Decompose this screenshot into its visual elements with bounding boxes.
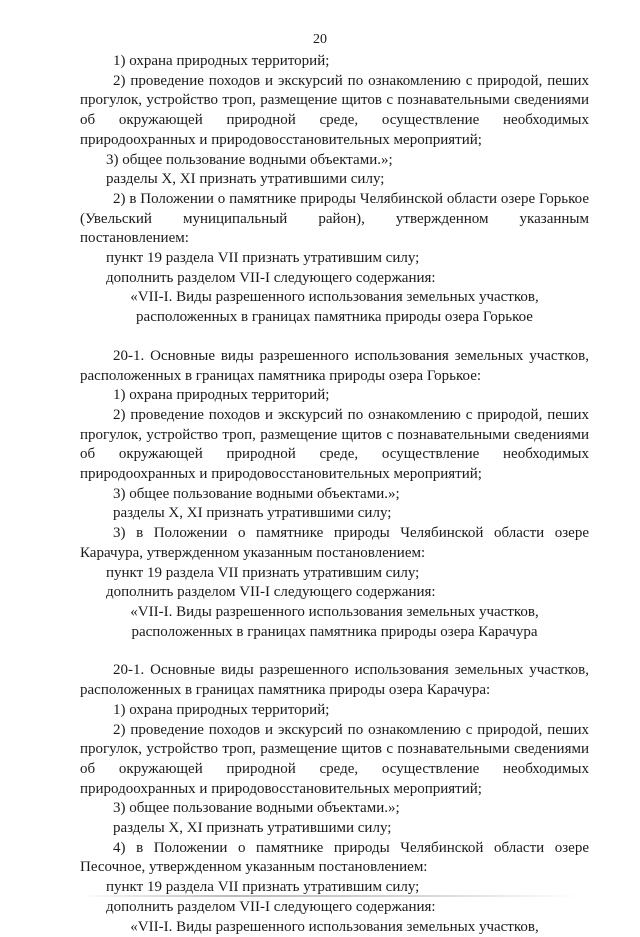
- paragraph: дополнить разделом VII-I следующего содержания:: [106, 269, 436, 286]
- paragraph: 2) проведение походов и экскурсий по ознакомлению с природой, пеших прогулок, устройство троп, размещение щитов с познавательными сведениями об окружающей природной среде, осуществление необходимых природоохранных и природовосстановительных мероприятий;: [80, 721, 589, 797]
- document-body: [80, 52, 589, 937]
- paragraph: 3) общее пользование водными объектами.»;: [106, 151, 393, 168]
- paragraph: пункт 19 раздела VII признать утратившим силу;: [106, 879, 420, 896]
- paragraph: 3) общее пользование водными объектами.»;: [113, 800, 400, 817]
- paragraph: 3) общее пользование водными объектами.»;: [113, 485, 400, 502]
- paragraph: 20-1. Основные виды разрешенного использования земельных участков, расположенных в границах памятника природы озера Горькое:: [80, 347, 589, 384]
- section-heading: «VII-I. Виды разрешенного использования земельных участков,: [130, 603, 539, 620]
- paragraph: 1) охрана природных территорий;: [113, 53, 330, 69]
- paragraph: дополнить разделом VII-I следующего содержания:: [106, 898, 436, 915]
- paragraph: 1) охрана природных территорий;: [113, 387, 330, 404]
- paragraph: разделы X, XI признать утратившими силу;: [113, 820, 392, 837]
- paragraph: 3) в Положении о памятнике природы Челябинской области озере Карачура, утвержденном указанным постановлением:: [80, 525, 589, 561]
- paragraph: 2) проведение походов и экскурсий по ознакомлению с природой, пеших прогулок, устройство троп, размещение щитов с познавательными сведениями об окружающей природной среде, осуществление необходимых природоохранных и природовосстановительных мероприятий;: [80, 72, 589, 148]
- section-heading: расположенных в границах памятника природы озера Горькое: [136, 309, 533, 326]
- paragraph: разделы X, XI признать утратившими силу;: [113, 505, 392, 522]
- paragraph: дополнить разделом VII-I следующего содержания:: [106, 584, 436, 601]
- section-heading: «VII-I. Виды разрешенного использования земельных участков,: [130, 289, 539, 306]
- section-heading: «VII-I. Виды разрешенного использования земельных участков,: [130, 918, 539, 935]
- page-number: 20: [313, 32, 327, 47]
- paragraph: пункт 19 раздела VII признать утратившим силу;: [106, 564, 420, 581]
- paragraph: 2) проведение походов и экскурсий по ознакомлению с природой, пеших прогулок, устройство троп, размещение щитов с познавательными сведениями об окружающей природной среде, осуществление необходимых природоохранных и природовосстановительных мероприятий;: [80, 406, 589, 483]
- paragraph: 20-1. Основные виды разрешенного использования земельных участков, расположенных в границах памятника природы озера Карачура:: [80, 662, 589, 699]
- paragraph: 1) охрана природных территорий;: [113, 701, 330, 718]
- scan-edge-mark: [80, 895, 580, 897]
- paragraph: 4) в Положении о памятнике природы Челябинской области озере Песочное, утвержденном указанным постановлением:: [80, 839, 589, 876]
- section-heading: расположенных в границах памятника природы озера Карачура: [131, 623, 538, 640]
- paragraph: 2) в Положении о памятнике природы Челябинской области озере Горькое (Увельский муниципальный район), утвержденном указанным постановлением:: [80, 190, 589, 247]
- paragraph: разделы X, XI признать утратившими силу;: [106, 171, 385, 188]
- paragraph: пункт 19 раздела VII признать утратившим силу;: [106, 250, 420, 267]
